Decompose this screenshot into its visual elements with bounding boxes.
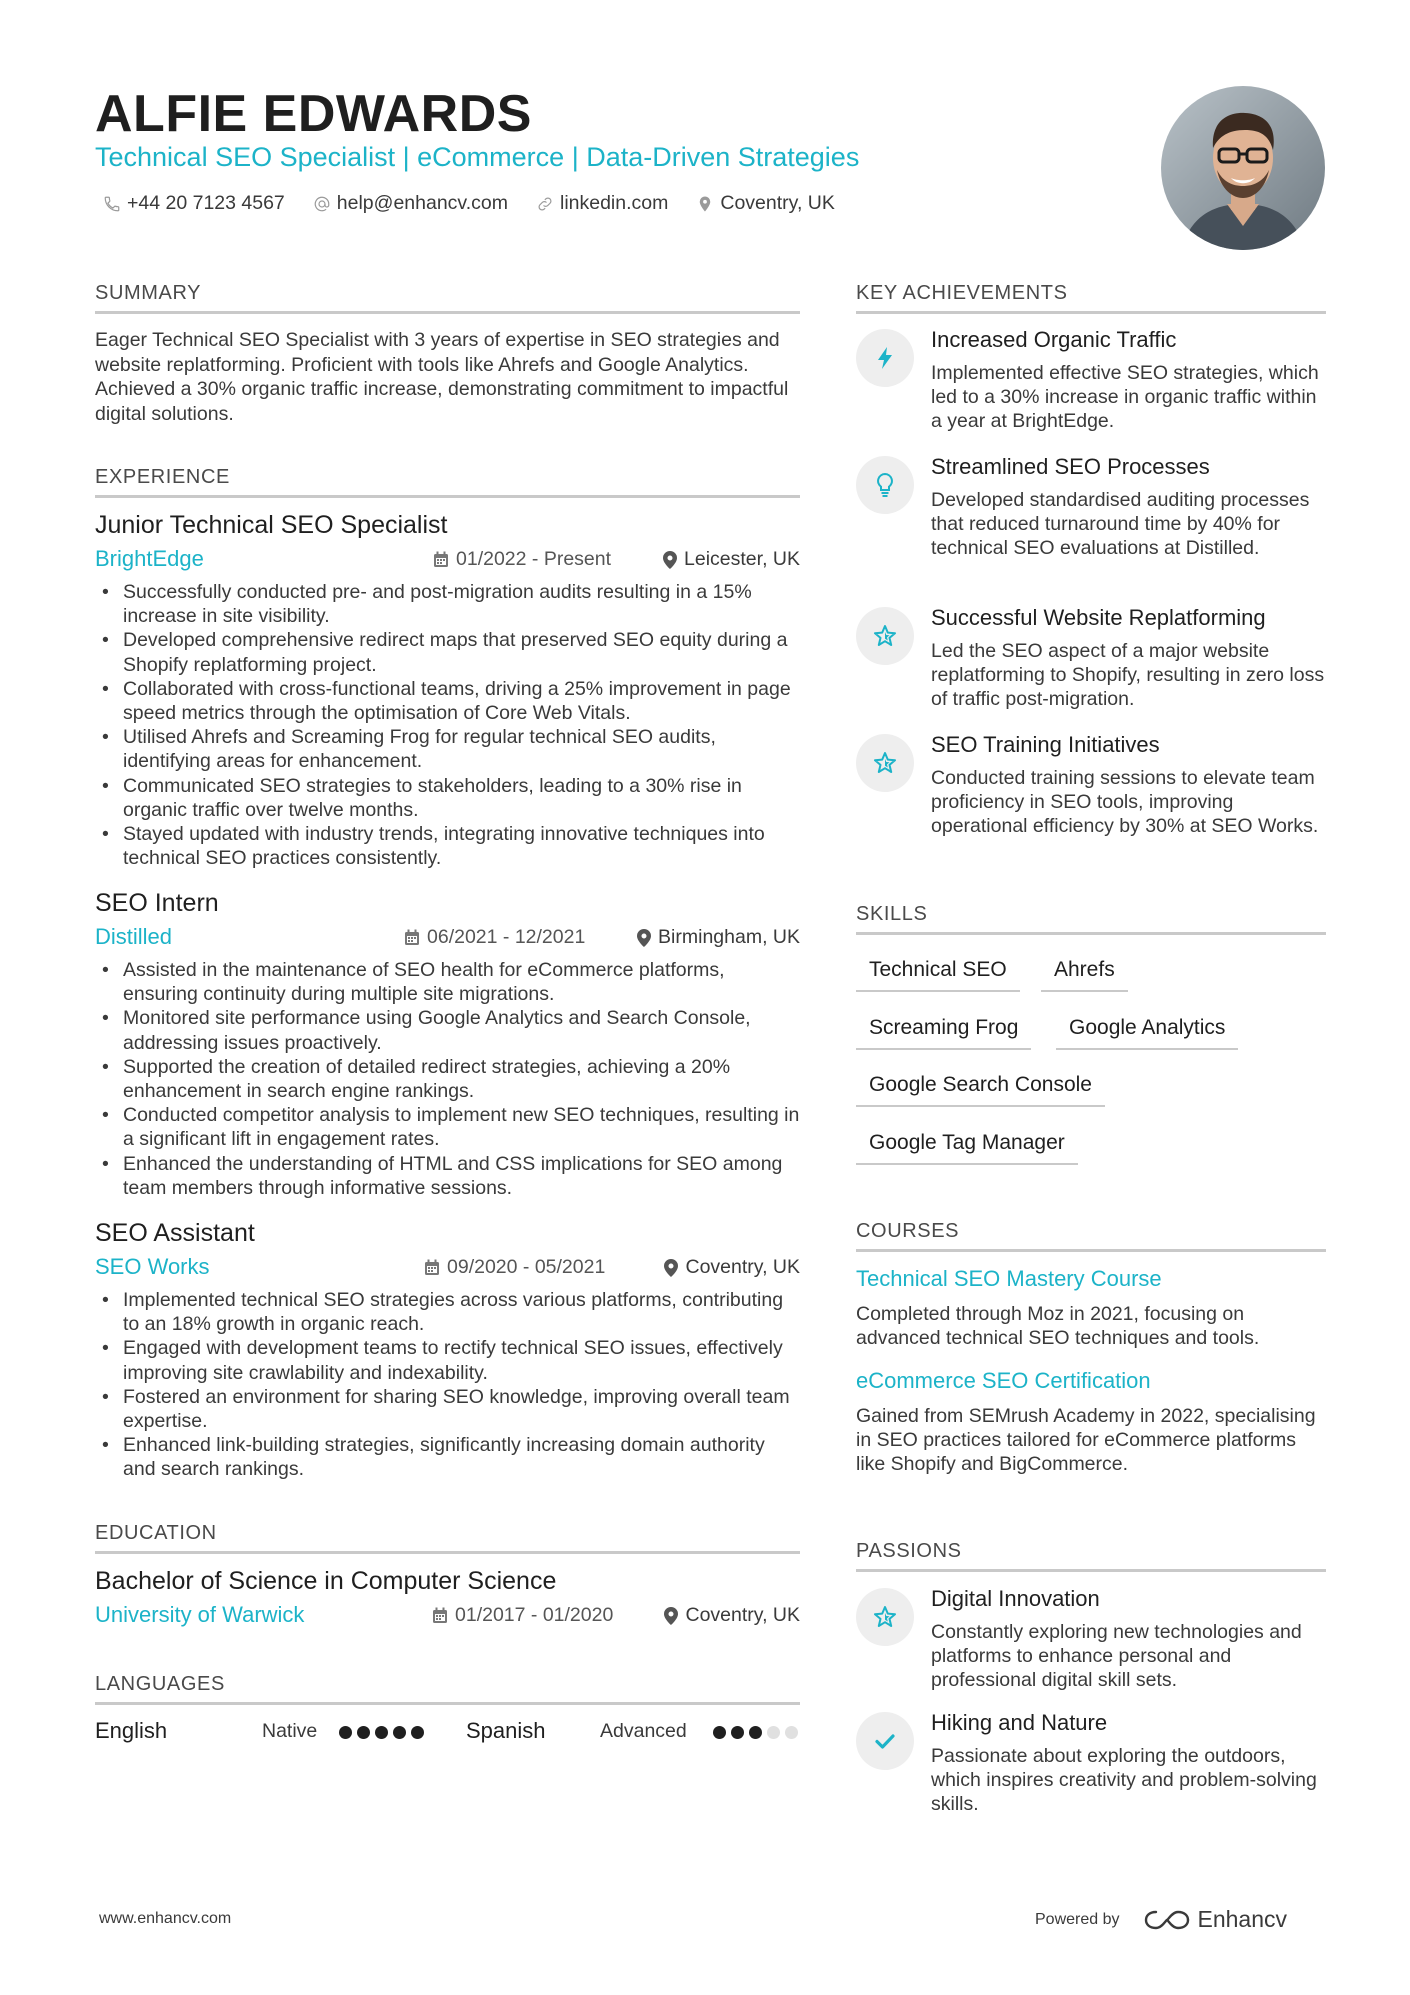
job-title: SEO Assistant	[95, 1219, 255, 1247]
proficiency-dot-filled	[339, 1726, 352, 1739]
at-sign-icon	[313, 195, 331, 213]
list-item: • Developed comprehensive redirect maps that preserved SEO equity during a Shopify replatforming project.	[95, 628, 800, 676]
job-location	[663, 548, 800, 571]
footer-website-link[interactable]: www.enhancv.com	[99, 1910, 232, 1927]
school-name: University of Warwick	[95, 1602, 305, 1627]
calendar-icon	[433, 551, 449, 568]
job-location-text: Coventry, UK	[685, 1256, 800, 1278]
achievement-badge	[856, 329, 914, 387]
list-item: • Collaborated with cross-functional teams, driving a 25% improvement in page speed metrics through the optimisation of Core Web Vitals.	[95, 677, 800, 725]
linkedin-text: linkedin.com	[559, 192, 669, 214]
email-text: help@enhancv.com	[336, 192, 508, 214]
summary-text: Eager Technical SEO Specialist with 3 years of expertise in SEO strategies and website replatforming. Proficient with tools like Ahrefs and Google Analytics. Achieved a 30% organic traffic increase, demonstrating commitment to impactful digital solutions.	[95, 329, 789, 425]
contact-location	[696, 192, 835, 215]
lightbulb-icon	[874, 472, 896, 498]
link-icon	[536, 195, 554, 213]
list-item: • Monitored site performance using Google Analytics and Search Console, addressing issues proactively.	[95, 1006, 800, 1054]
proficiency-dot-filled	[749, 1726, 762, 1739]
avatar	[1161, 86, 1325, 250]
proficiency-dot-filled	[713, 1726, 726, 1739]
location-pin-icon	[664, 1607, 678, 1625]
job-location	[664, 1256, 800, 1279]
list-item: • Supported the creation of detailed redirect strategies, achieving a 20% enhancement in search engine rankings.	[95, 1055, 800, 1103]
candidate-name: ALFIE EDWARDS	[95, 85, 532, 143]
skill-tag: Google Search Console	[856, 1073, 1105, 1107]
brand-logo[interactable]	[1144, 1906, 1288, 1933]
job-title: Junior Technical SEO Specialist	[95, 511, 448, 539]
passion-title: Hiking and Nature	[931, 1710, 1108, 1735]
experience-heading: EXPERIENCE	[95, 466, 800, 498]
skill-tag: Technical SEO	[856, 958, 1020, 992]
achievement-desc: Developed standardised auditing processes that reduced turnaround time by 40% for technical SEO evaluations at Distilled.	[931, 489, 1310, 560]
achievement-badge	[856, 607, 914, 665]
list-item: • Conducted competitor analysis to implement new SEO techniques, resulting in a significant lift in engagement rates.	[95, 1103, 800, 1151]
job-location-text: Birmingham, UK	[658, 926, 800, 948]
powered-by-label: Powered by	[1035, 1910, 1120, 1928]
languages-heading: LANGUAGES	[95, 1673, 800, 1705]
achievement-title: Successful Website Replatforming	[931, 605, 1266, 630]
achievement-title: SEO Training Initiatives	[931, 732, 1160, 757]
language-name: Spanish	[466, 1718, 546, 1743]
list-item: • Communicated SEO strategies to stakeholders, leading to a 30% rise in organic traffic over twelve months.	[95, 774, 800, 822]
contact-email[interactable]	[313, 192, 508, 215]
proficiency-dot-filled	[393, 1726, 406, 1739]
education-entry	[95, 1567, 800, 1634]
location-pin-icon	[664, 1259, 678, 1277]
job-date-text: 06/2021 - 12/2021	[427, 926, 586, 948]
passion-desc: Passionate about exploring the outdoors, which inspires creativity and problem-solving skills.	[931, 1745, 1317, 1816]
language-level: Advanced	[600, 1720, 687, 1742]
passion-desc: Constantly exploring new technologies and platforms to enhance personal and professional digital skill sets.	[931, 1621, 1302, 1692]
job-bullets	[95, 958, 800, 1200]
degree-title: Bachelor of Science in Computer Science	[95, 1567, 557, 1595]
star-icon	[873, 624, 897, 648]
proficiency-dot-filled	[375, 1726, 388, 1739]
languages-row	[95, 1718, 800, 1748]
list-item: • Fostered an environment for sharing SEO knowledge, improving overall team expertise.	[95, 1385, 800, 1433]
course-title: Technical SEO Mastery Course	[856, 1266, 1162, 1291]
course-desc: Completed through Moz in 2021, focusing on advanced technical SEO techniques and tools.	[856, 1303, 1260, 1350]
proficiency-dot-empty	[785, 1726, 798, 1739]
skills-heading: SKILLS	[856, 903, 1326, 935]
job-title: SEO Intern	[95, 889, 219, 917]
calendar-icon	[404, 929, 420, 946]
company-name: BrightEdge	[95, 546, 204, 571]
proficiency-dot-filled	[731, 1726, 744, 1739]
education-location-text: Coventry, UK	[685, 1604, 800, 1626]
skill-tag: Ahrefs	[1041, 958, 1128, 992]
company-name: Distilled	[95, 924, 173, 949]
language-name: English	[95, 1718, 168, 1743]
list-item: • Enhanced the understanding of HTML and CSS implications for SEO among team members through informative sessions.	[95, 1152, 800, 1200]
job-bullets	[95, 580, 800, 870]
candidate-tagline: Technical SEO Specialist | eCommerce | Data-Driven Strategies	[95, 142, 860, 172]
location-pin-icon	[637, 929, 651, 947]
education-heading: EDUCATION	[95, 1522, 800, 1554]
achievement-desc: Conducted training sessions to elevate team proficiency in SEO tools, improving operational efficiency by 30% at SEO Works.	[931, 767, 1319, 838]
job-date	[433, 548, 611, 571]
proficiency-dot-filled	[357, 1726, 370, 1739]
checkmark-icon	[873, 1729, 897, 1753]
star-icon	[873, 751, 897, 775]
achievements-heading: KEY ACHIEVEMENTS	[856, 282, 1326, 314]
phone-icon	[103, 195, 121, 213]
list-item: • Stayed updated with industry trends, integrating innovative techniques into technical SEO practices consistently.	[95, 822, 800, 870]
lightning-icon	[874, 346, 896, 370]
language-level: Native	[262, 1720, 318, 1742]
job-entry	[95, 511, 800, 870]
education-location	[664, 1604, 800, 1627]
achievement-badge	[856, 456, 914, 514]
language-proficiency-dots	[713, 1726, 798, 1739]
achievement-desc: Led the SEO aspect of a major website replatforming to Shopify, resulting in zero loss of traffic post-migration.	[931, 640, 1325, 711]
list-item: • Successfully conducted pre- and post-migration audits resulting in a 15% increase in site visibility.	[95, 580, 800, 628]
contact-linkedin[interactable]	[536, 192, 668, 215]
job-entry	[95, 889, 800, 1200]
job-bullets	[95, 1288, 800, 1482]
job-date-text: 01/2022 - Present	[456, 548, 612, 570]
passions-heading: PASSIONS	[856, 1540, 1326, 1572]
education-date	[432, 1604, 613, 1627]
phone-text: +44 20 7123 4567	[127, 192, 285, 214]
passion-badge	[856, 1588, 914, 1646]
skill-tag: Screaming Frog	[856, 1016, 1031, 1050]
course-desc: Gained from SEMrush Academy in 2022, specialising in SEO practices tailored for eCommerce platforms like Shopify and BigCommerce.	[856, 1405, 1316, 1476]
company-name: SEO Works	[95, 1254, 210, 1279]
proficiency-dot-empty	[767, 1726, 780, 1739]
job-location	[637, 926, 800, 949]
contact-bar	[103, 192, 835, 215]
job-location-text: Leicester, UK	[684, 548, 800, 570]
avatar-portrait	[1161, 86, 1325, 250]
courses-heading: COURSES	[856, 1220, 1326, 1252]
infinity-logo-icon	[1144, 1908, 1190, 1932]
powered-by	[1035, 1906, 1287, 1933]
achievement-title: Streamlined SEO Processes	[931, 454, 1210, 479]
location-text: Coventry, UK	[720, 192, 835, 214]
passion-title: Digital Innovation	[931, 1586, 1100, 1611]
job-date	[404, 926, 585, 949]
list-item: • Engaged with development teams to rectify technical SEO issues, effectively improving site crawlability and indexability.	[95, 1336, 800, 1384]
contact-phone[interactable]	[103, 192, 285, 215]
list-item: • Enhanced link-building strategies, significantly increasing domain authority and search rankings.	[95, 1433, 800, 1481]
location-pin-icon	[663, 551, 677, 569]
star-icon	[873, 1605, 897, 1629]
skill-tag: Google Analytics	[1056, 1016, 1238, 1050]
achievement-desc: Implemented effective SEO strategies, which led to a 30% increase in organic traffic within a year at BrightEdge.	[931, 362, 1319, 433]
brand-name: Enhancv	[1197, 1906, 1288, 1932]
job-date	[424, 1256, 605, 1279]
calendar-icon	[424, 1259, 440, 1276]
job-date-text: 09/2020 - 05/2021	[447, 1256, 606, 1278]
calendar-icon	[432, 1607, 448, 1624]
education-date-text: 01/2017 - 01/2020	[455, 1604, 614, 1626]
summary-heading: SUMMARY	[95, 282, 800, 314]
achievement-badge	[856, 734, 914, 792]
proficiency-dot-filled	[411, 1726, 424, 1739]
course-title: eCommerce SEO Certification	[856, 1368, 1151, 1393]
list-item: • Implemented technical SEO strategies across various platforms, contributing to an 18% growth in organic reach.	[95, 1288, 800, 1336]
location-pin-icon	[696, 195, 714, 213]
passion-badge	[856, 1712, 914, 1770]
list-item: • Utilised Ahrefs and Screaming Frog for regular technical SEO audits, identifying areas for enhancement.	[95, 725, 800, 773]
list-item: • Assisted in the maintenance of SEO health for eCommerce platforms, ensuring continuity during multiple site migrations.	[95, 958, 800, 1006]
job-entry	[95, 1219, 800, 1482]
achievement-title: Increased Organic Traffic	[931, 327, 1177, 352]
language-proficiency-dots	[339, 1726, 424, 1739]
skill-tag: Google Tag Manager	[856, 1131, 1078, 1165]
